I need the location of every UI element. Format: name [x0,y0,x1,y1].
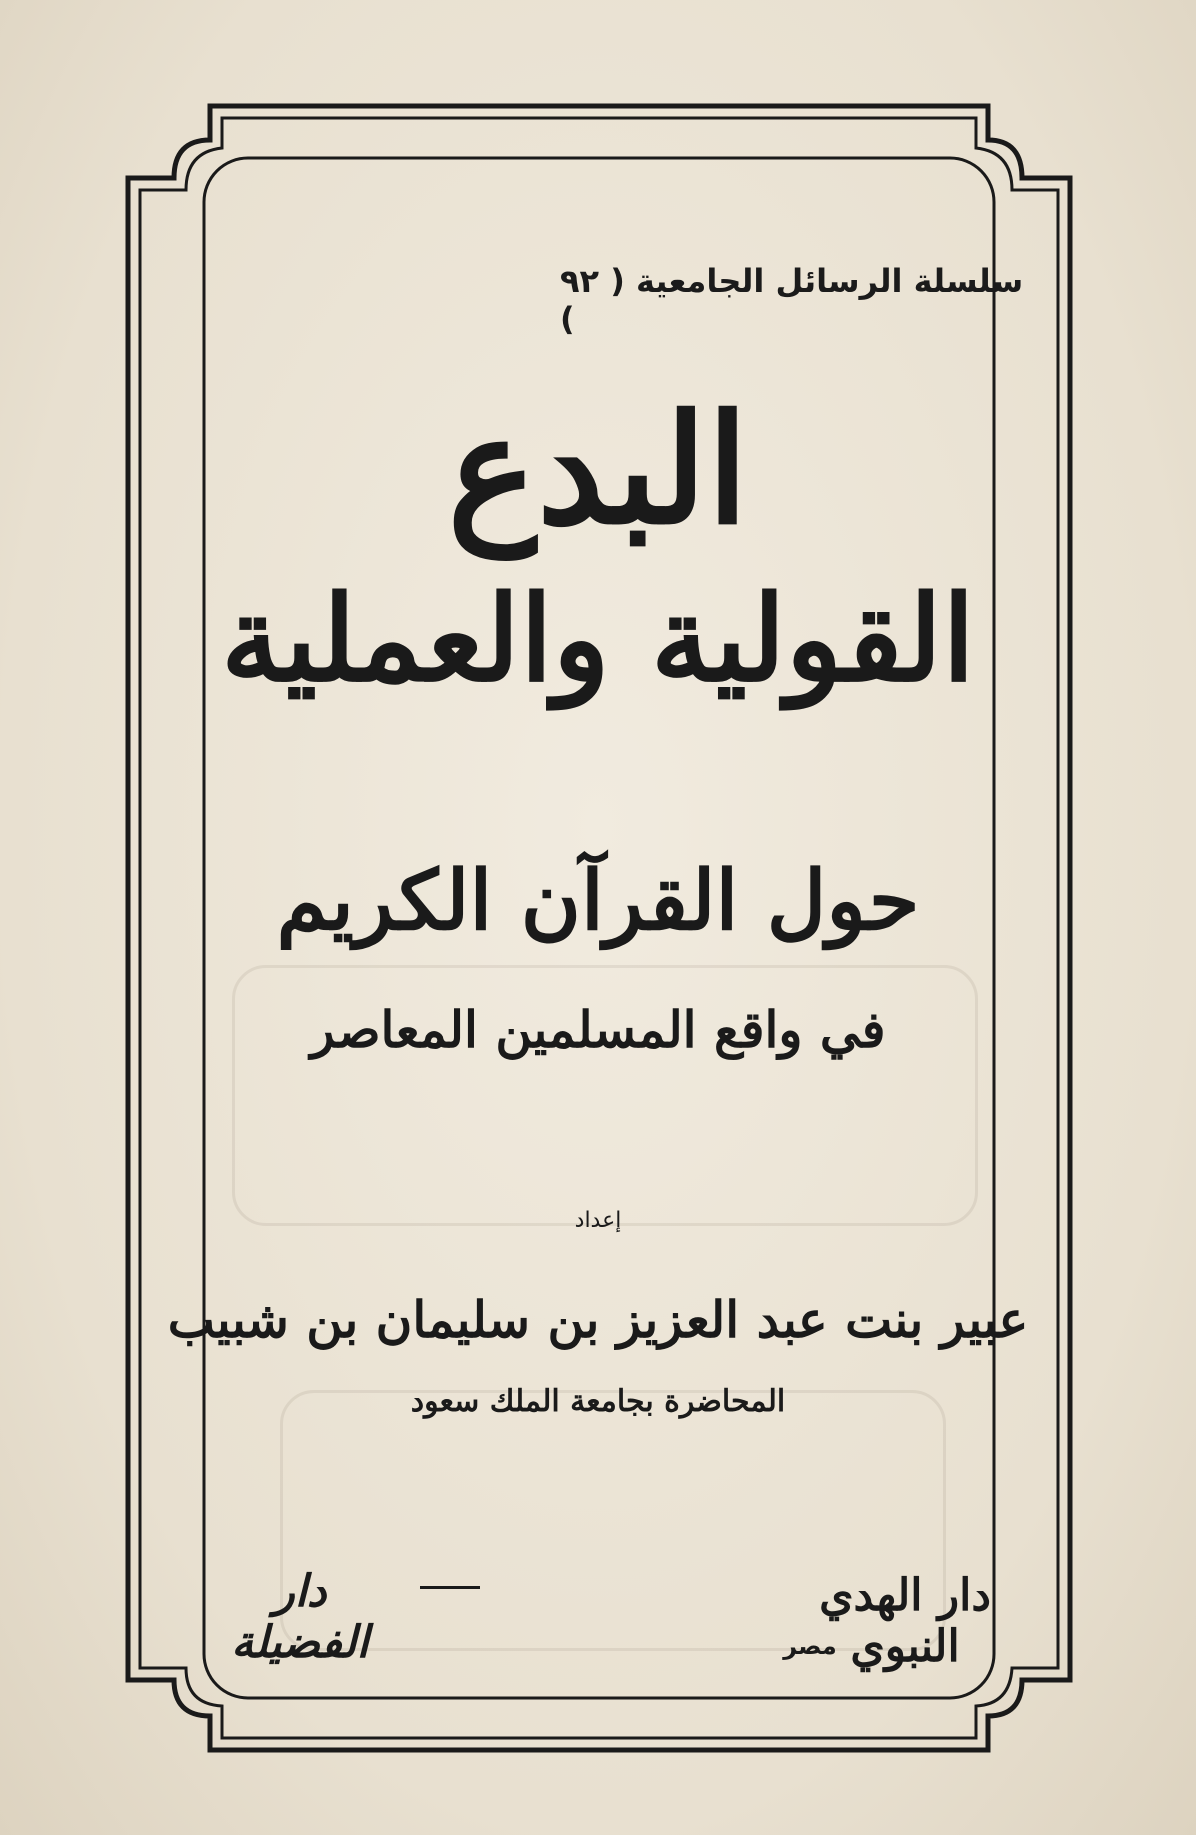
author-name: عبير بنت عبد العزيز بن سليمان بن شبيب [167,1290,1029,1349]
series-label: سلسلة الرسائل الجامعية ( ٩٢ ) [560,262,1024,338]
title-line-1: البدع [447,382,749,558]
publisher-right: دار الهدي النبوي [819,1570,991,1672]
subtitle-line-2: في واقع المسلمين المعاصر [310,1000,886,1059]
publisher-right-location: مصر [783,1632,837,1660]
title-line-2: القولية والعملية [220,569,976,708]
publisher-separator [420,1586,480,1589]
prepared-by-label: إعداد [574,1208,622,1233]
author-affiliation: المحاضرة بجامعة الملك سعود [410,1384,786,1419]
subtitle-line-1: حول القرآن الكريم [276,853,920,949]
publisher-left: دار الفضيلة [231,1566,369,1668]
